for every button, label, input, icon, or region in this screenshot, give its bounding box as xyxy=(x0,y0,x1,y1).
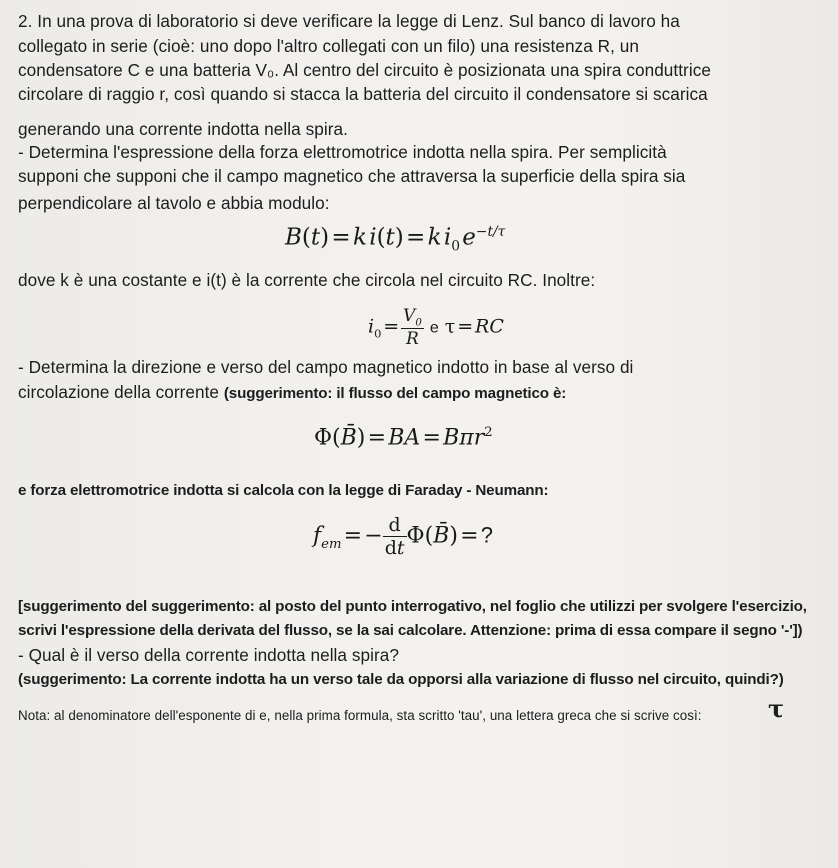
problem-line-3: condensatore C e una batteria V₀. Al centro del circuito è posizionata una spira conduttrice xyxy=(18,60,711,80)
determina-line-1: - Determina la direzione e verso del campo magnetico indotto in base al verso di xyxy=(18,357,634,377)
suggestion-line: (suggerimento: La corrente indotta ha un verso tale da opporsi alla variazione di flusso nel circuito, quindi?) xyxy=(18,671,784,688)
determina-line-2 xyxy=(18,382,566,403)
formula-magnetic-field: B(t) = k i(t) = k $i_0$ $e^{-t/\tau}$ xyxy=(285,224,506,255)
problem-line-1: 2. In una prova di laboratorio si deve verificare la legge di Lenz. Sul banco di lavoro ha xyxy=(18,11,680,31)
formula-emf: $f_{em}$ = − $\frac{d}{dt}$ Φ(B̄) = ? xyxy=(313,514,493,559)
tau-symbol: τ xyxy=(768,694,785,723)
hint-line-1: [suggerimento del suggerimento: al posto del punto interrogativo, nel foglio che utilizzi per svolgere l'esercizio, xyxy=(18,598,807,615)
problem-line-2: collegato in serie (cioè: uno dopo l'altro collegati con un filo) una resistenza R, un xyxy=(18,36,639,56)
note-line: Nota: al denominatore dell'esponente di e, nella prima formula, sta scritto 'tau', una lettera greca che si scrive così: xyxy=(18,708,702,723)
problem-line-7: supponi che supponi che il campo magnetico che attraversa la superficie della spira sia xyxy=(18,166,686,186)
question-line: - Qual è il verso della corrente indotta nella spira? xyxy=(18,645,399,665)
problem-line-8: perpendicolare al tavolo e abbia modulo: xyxy=(18,193,330,213)
flux-hint: (suggerimento: il flusso del campo magnetico è: xyxy=(223,385,567,402)
after-formula-line: dove k è una costante e i(t) è la corrente che circola nel circuito RC. Inoltre: xyxy=(18,270,596,290)
formula-current-tau: $i_0$ = $\frac{V_0}{R}$ e τ = RC xyxy=(368,306,504,350)
formula-flux: Φ(B̄) = BA = Bπr$^2$ xyxy=(314,425,493,451)
faraday-line: e forza elettromotrice indotta si calcola con la legge di Faraday - Neumann: xyxy=(18,482,549,499)
formula-connector: e xyxy=(429,319,439,337)
hint-line-2: scrivi l'espressione della derivata del flusso, se la sai calcolare. Attenzione: prima di essa compare il segno '-']) xyxy=(18,622,803,639)
determina-line-2-text: circolazione della corrente xyxy=(18,382,224,402)
problem-line-5: generando una corrente indotta nella spira. xyxy=(18,119,348,139)
problem-line-6: - Determina l'espressione della forza elettromotrice indotta nella spira. Per semplicità xyxy=(18,142,667,162)
problem-line-4: circolare di raggio r, così quando si stacca la batteria del circuito il condensatore si scarica xyxy=(18,84,708,104)
